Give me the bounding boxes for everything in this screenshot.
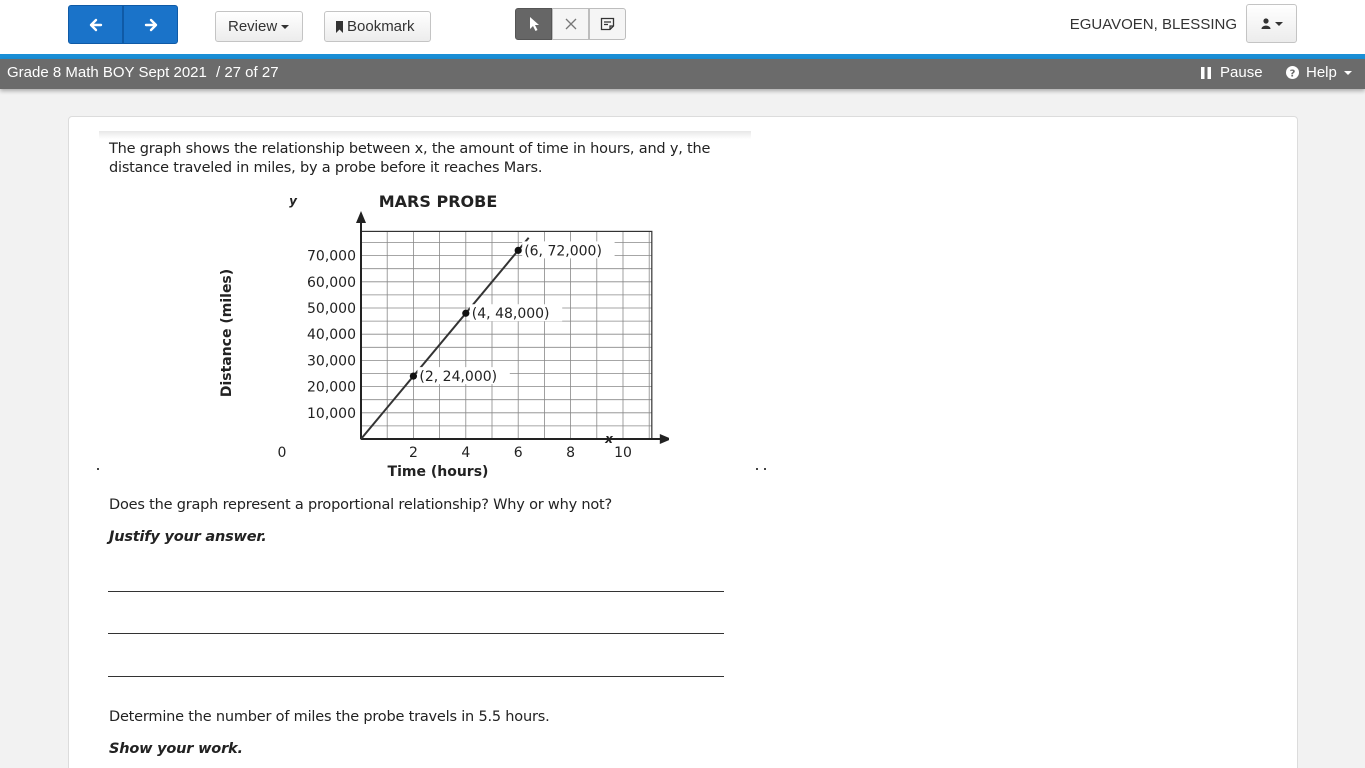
series-line [361, 238, 529, 439]
data-point-label: (2, 24,000) [419, 369, 498, 386]
back-button[interactable] [68, 5, 123, 44]
x-tick-label: 2 [408, 445, 418, 461]
question-intro-line1: The graph shows the relationship between x, the amount of time in hours, and y, the [109, 141, 711, 157]
bookmark-icon [335, 21, 344, 33]
forward-button[interactable] [123, 5, 178, 44]
caret-down-icon [1275, 22, 1283, 26]
user-name: EGUAVOEN, BLESSING [1069, 16, 1237, 33]
pause-icon [1201, 67, 1211, 79]
caret-down-icon [1344, 71, 1352, 75]
y-tick-label: 10,000 [307, 405, 356, 422]
y-tick-label: 30,000 [307, 353, 356, 370]
test-title: Grade 8 Math BOY Sept 2021 [7, 64, 207, 81]
question-card [68, 116, 1298, 768]
x-tick-label: 8 [566, 445, 576, 461]
arrow-left-icon [89, 18, 103, 32]
answer-line [108, 591, 724, 592]
question-intro-line2: distance traveled in miles, by a probe before it reaches Mars. [109, 160, 543, 176]
answer-line [108, 633, 724, 634]
x-axis-title: Time (hours) [387, 464, 489, 480]
data-point [515, 247, 522, 254]
y-axis-letter: y [289, 194, 297, 208]
grid-frame [361, 231, 652, 439]
answer-line [108, 676, 724, 677]
pause-button[interactable] [1201, 64, 1263, 81]
stem-header-shade [99, 131, 751, 139]
arrow-right-icon [144, 18, 158, 32]
y-tick-label: 60,000 [307, 274, 356, 291]
strikethrough-tool-button[interactable] [552, 8, 589, 40]
bookmark-label: Bookmark [347, 18, 415, 35]
svg-text:?: ? [1289, 68, 1296, 79]
y-axis-arrow [356, 211, 366, 223]
user-icon [1261, 18, 1271, 29]
pointer-tool-button[interactable] [515, 8, 552, 40]
nav-button-group [68, 5, 178, 44]
stray-dot [764, 468, 766, 470]
question-instruction-1: Justify your answer. [109, 529, 267, 545]
question-prompt-2: Determine the number of miles the probe travels in 5.5 hours. [109, 709, 550, 725]
chart-title: MARS PROBE [378, 192, 498, 211]
x-tick-label: 6 [513, 445, 523, 461]
top-toolbar [0, 0, 1365, 54]
data-point [410, 373, 417, 380]
strikethrough-icon [564, 17, 578, 31]
question-circle-icon [1286, 66, 1299, 79]
data-point-label: (6, 72,000) [524, 243, 602, 260]
y-tick-label: 70,000 [307, 248, 356, 265]
stray-dot [756, 468, 758, 470]
x-axis-arrow [660, 434, 669, 444]
pause-label: Pause [1220, 64, 1263, 81]
question-counter: / 27 of 27 [216, 64, 279, 81]
notepad-tool-button[interactable] [589, 8, 626, 40]
notepad-icon [600, 17, 615, 31]
y-tick-label: 50,000 [307, 301, 356, 317]
data-point [462, 310, 469, 317]
help-button[interactable] [1286, 64, 1352, 81]
data-point-label: (4, 48,000) [471, 306, 550, 323]
y-tick-label: 40,000 [307, 327, 356, 344]
stray-dot [97, 468, 99, 470]
mars-probe-chart [209, 181, 669, 481]
help-label: Help [1306, 64, 1337, 81]
bookmark-button[interactable] [324, 11, 431, 42]
review-label: Review [228, 18, 278, 35]
question-instruction-2: Show your work. [109, 741, 243, 757]
x-tick-label: 4 [461, 445, 471, 461]
origin-label: 0 [277, 445, 287, 461]
tool-group [515, 8, 626, 40]
test-info-bar [0, 59, 1365, 89]
user-menu-button[interactable] [1246, 4, 1297, 43]
y-tick-label: 20,000 [307, 379, 356, 396]
question-prompt-1: Does the graph represent a proportional relationship? Why or why not? [109, 497, 612, 513]
caret-down-icon [281, 25, 289, 29]
x-axis-letter: x [605, 432, 613, 446]
x-tick-label: 10 [614, 445, 632, 461]
review-button[interactable] [215, 11, 303, 42]
pointer-icon [528, 16, 540, 32]
y-axis-title: Distance (miles) [219, 268, 235, 398]
